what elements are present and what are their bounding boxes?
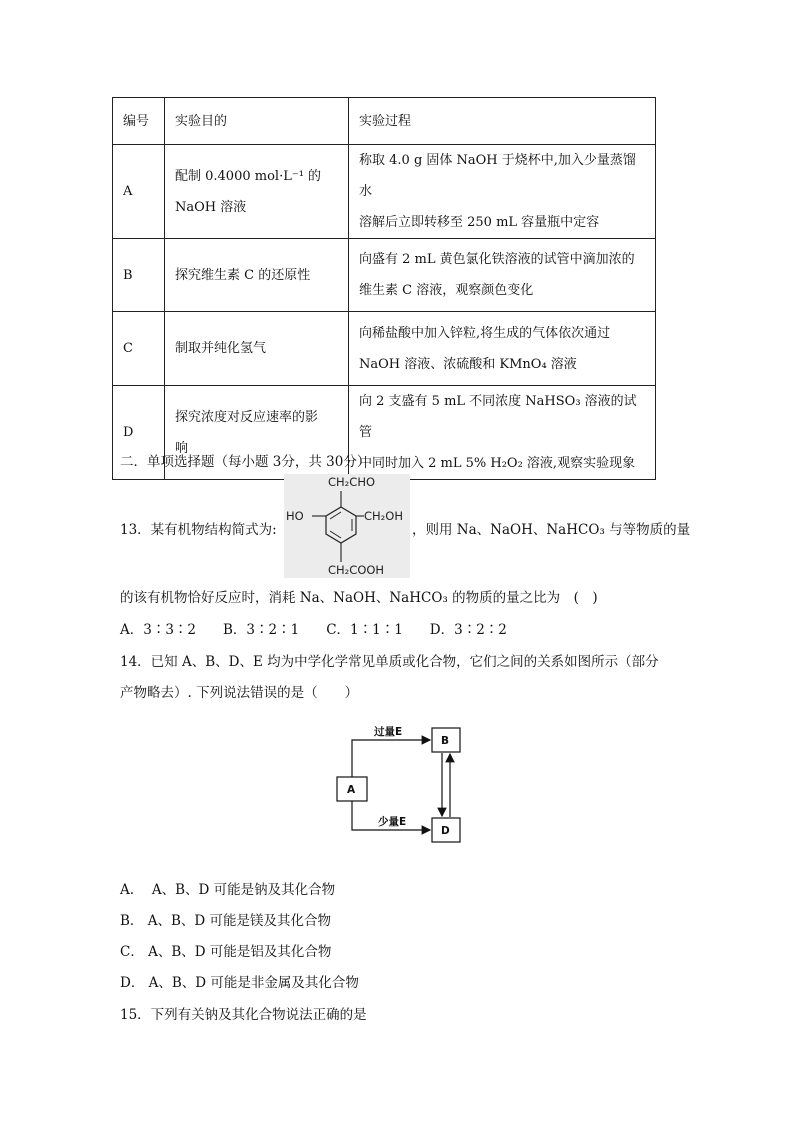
row-purpose: 制取并纯化氢气 <box>165 312 349 386</box>
q13-stem-before: 13．某有机物结构简式为: <box>120 522 277 538</box>
table-row <box>113 239 656 312</box>
experiment-table <box>112 97 656 480</box>
organic-structure-image <box>284 474 410 578</box>
row-procedure: 向稀盐酸中加入锌粒,将生成的气体依次通过 NaOH 溶液、浓硫酸和 KMnO₄ 溶液 <box>349 312 656 386</box>
substituent-top: CH₂CHO <box>328 475 376 489</box>
row-procedure: 向盛有 2 mL 黄色氯化铁溶液的试管中滴加浓的 维生素 C 溶液，观察颜色变化 <box>349 239 656 312</box>
arrow-a-to-b <box>352 740 430 777</box>
substituent-right: CH₂OH <box>364 509 403 523</box>
header-id: 编号 <box>113 98 165 145</box>
q14-option-d: D． A、B、D 可能是非金属及其化合物 <box>120 975 359 991</box>
node-b-label: B <box>441 735 450 747</box>
header-procedure: 实验过程 <box>349 98 656 145</box>
table-header-row <box>113 98 656 145</box>
substituent-bottom: CH₂COOH <box>328 563 385 577</box>
row-purpose: 配制 0.4000 mol·L⁻¹ 的 NaOH 溶液 <box>165 145 349 239</box>
q14-option-a: A. A、B、D 可能是钠及其化合物 <box>120 882 336 898</box>
substituent-left: HO <box>286 509 304 523</box>
relationship-diagram <box>330 720 470 850</box>
table-row <box>113 312 656 386</box>
q14-stem-line1: 14．已知 A、B、D、E 均为中学化学常见单质或化合物，它们之间的关系如图所示（部分 <box>120 654 659 670</box>
row-purpose: 探究维生素 C 的还原性 <box>165 239 349 312</box>
edge-top-label: 过量E <box>374 726 403 738</box>
row-id: D <box>113 386 165 480</box>
q13-stem-line2: 的该有机物恰好反应时，消耗 Na、NaOH、NaHCO₃ 的物质的量之比为 ( ) <box>120 590 598 606</box>
row-id: A <box>113 145 165 239</box>
edge-bottom-label: 少量E <box>378 816 407 828</box>
section-title: 二．单项选择题（每小题 3分，共 30分） <box>120 454 371 470</box>
row-id: B <box>113 239 165 312</box>
q13-stem-after: ，则用 Na、NaOH、NaHCO₃ 与等物质的量 <box>412 522 691 538</box>
row-procedure: 称取 4.0 g 固体 NaOH 于烧杯中,加入少量蒸馏水 溶解后立即转移至 250 mL 容量瓶中定容 <box>349 145 656 239</box>
q14-option-b: B． A、B、D 可能是镁及其化合物 <box>120 913 331 929</box>
node-d-label: D <box>441 825 450 837</box>
header-purpose: 实验目的 <box>165 98 349 145</box>
row-purpose: 探究浓度对反应速率的影 响 <box>165 386 349 480</box>
node-a-label: A <box>347 784 356 796</box>
row-id: C <box>113 312 165 386</box>
q13-options: A．3∶3∶2 B．3∶2∶1 C．1∶1∶1 D．3∶2∶2 <box>120 622 507 638</box>
q15-stem: 15．下列有关钠及其化合物说法正确的是 <box>120 1007 367 1023</box>
q14-option-c: C． A、B、D 可能是铝及其化合物 <box>120 944 332 960</box>
q14-stem-line2: 产物略去）. 下列说法错误的是（ ） <box>120 685 359 701</box>
row-procedure: 向 2 支盛有 5 mL 不同浓度 NaHSO₃ 溶液的试管 中同时加入 2 mL 5% H₂O₂ 溶液,观察实验现象 <box>349 386 656 480</box>
table-row <box>113 145 656 239</box>
